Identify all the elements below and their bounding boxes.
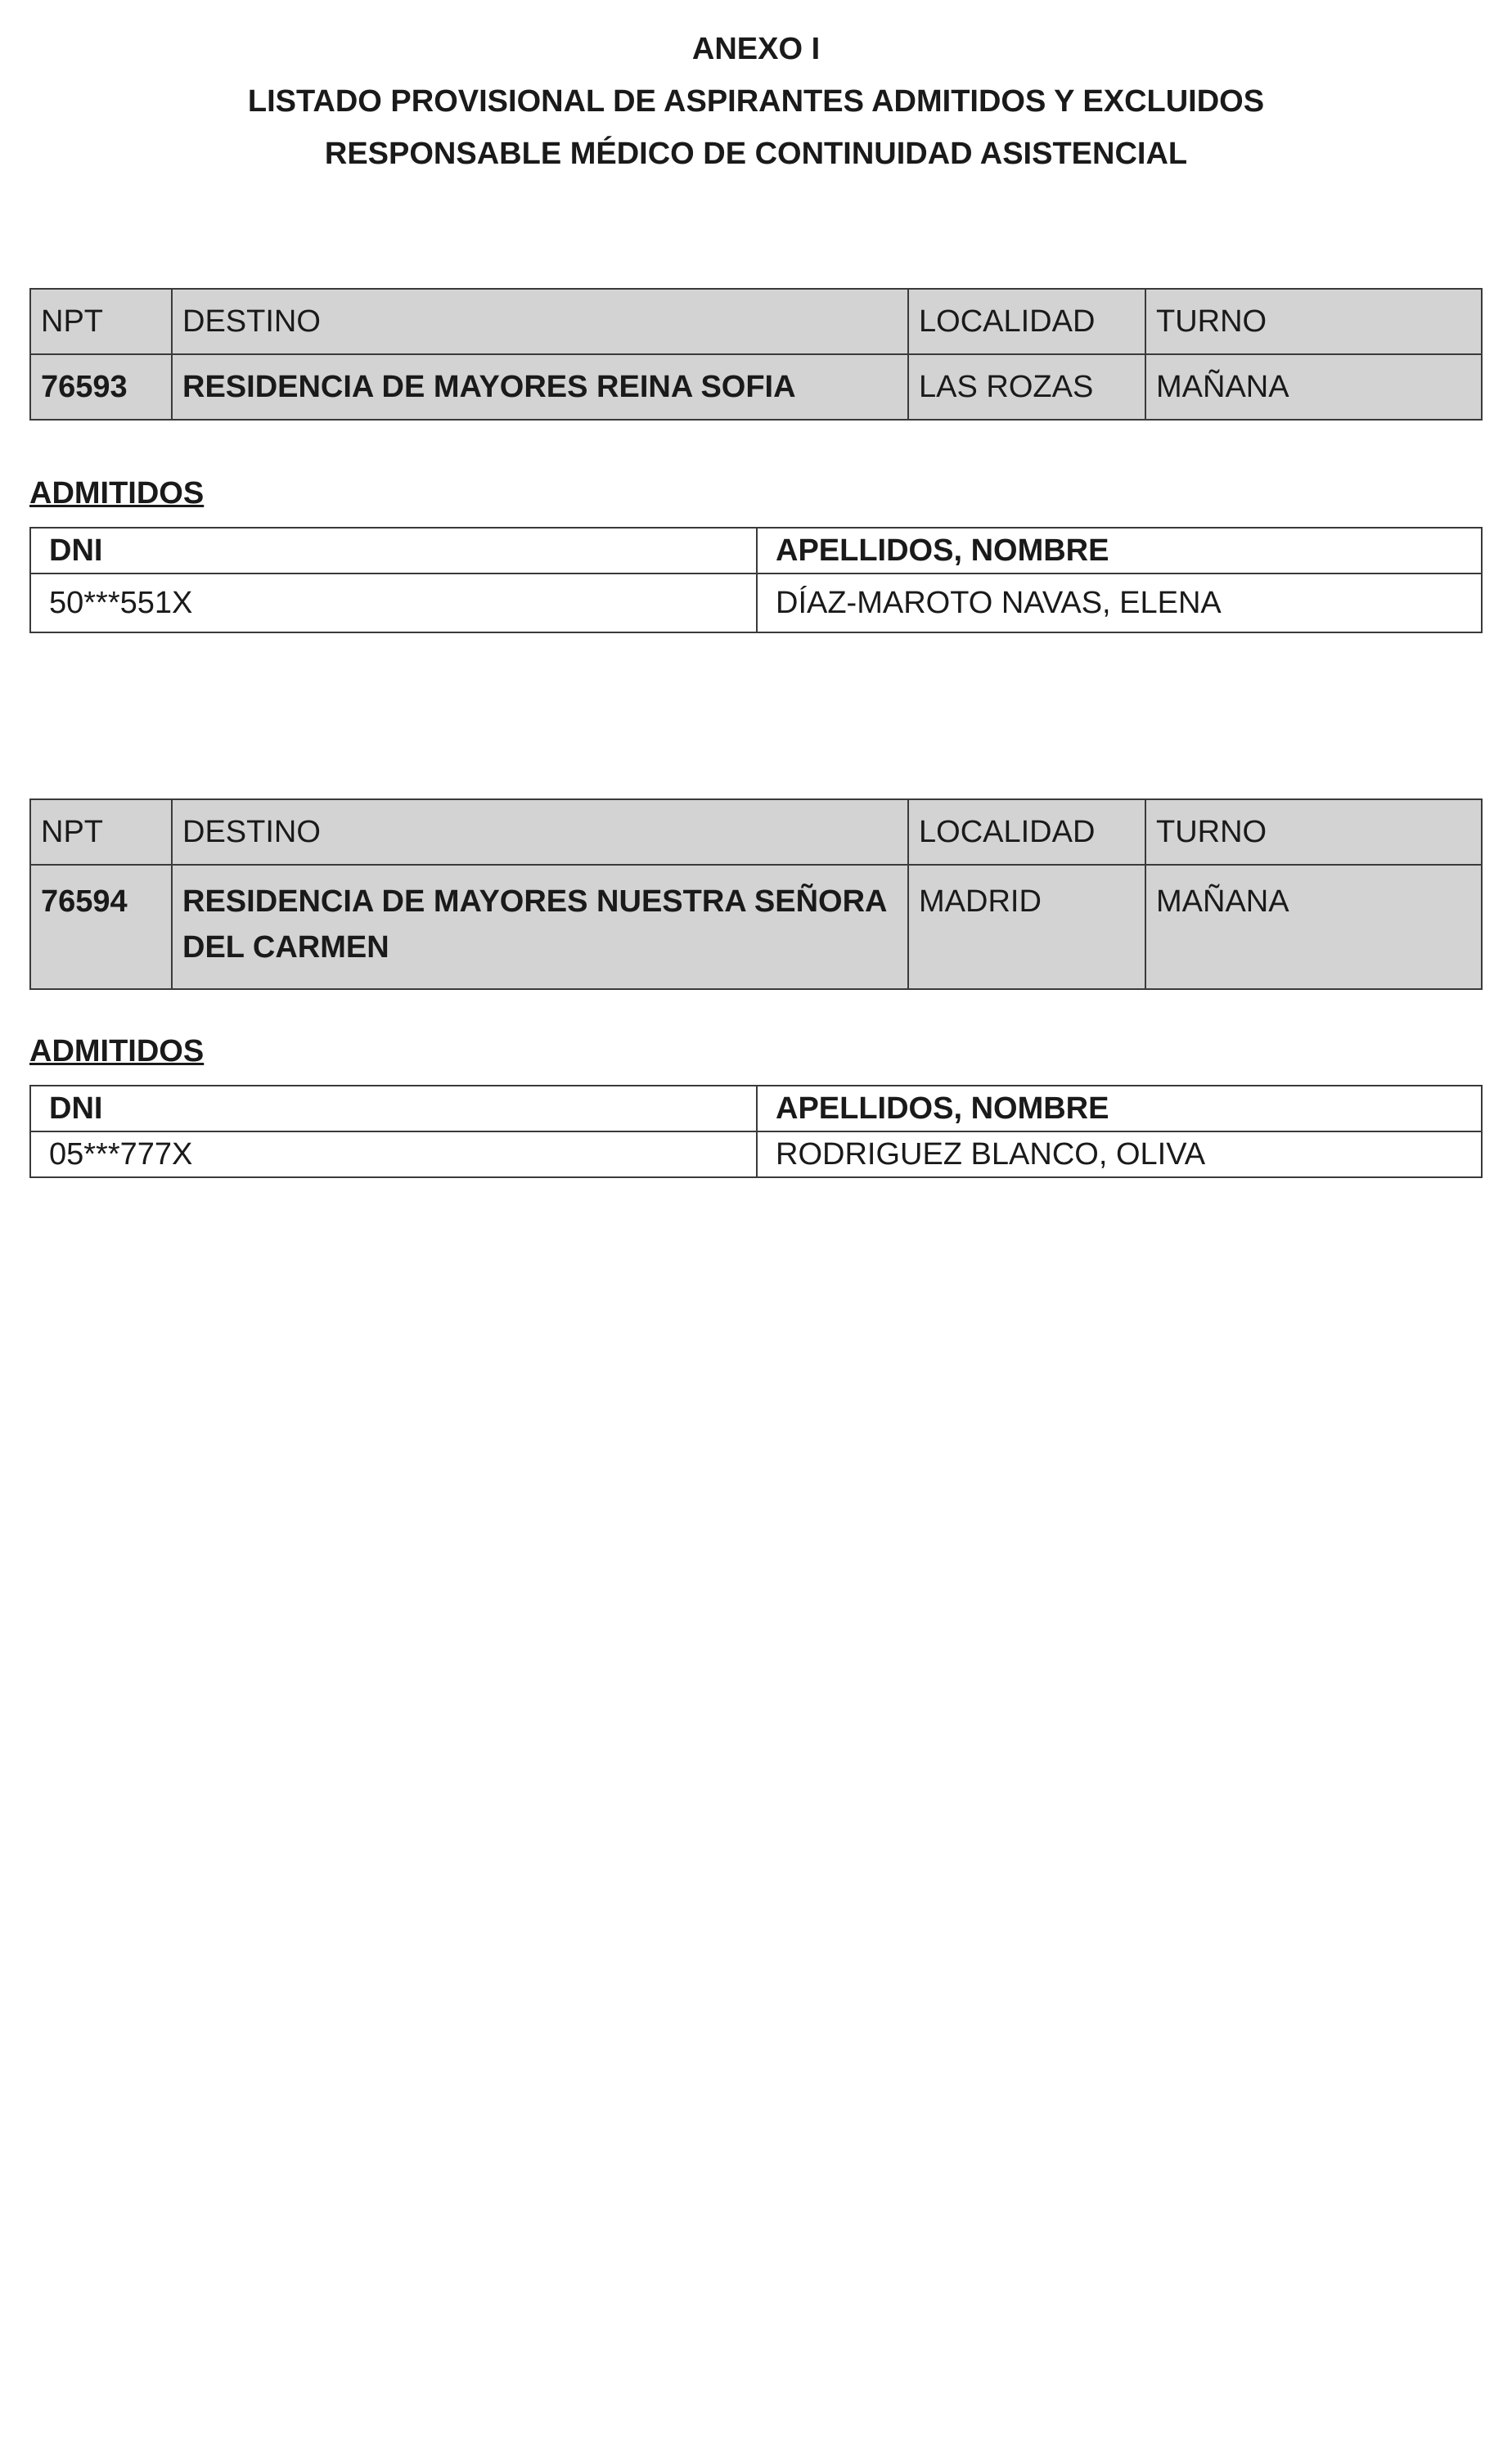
turno-value: MAÑANA [1145,354,1482,420]
admitted-table-2 [29,1085,1483,1178]
turno-value: MAÑANA [1145,865,1482,989]
position-row [30,865,1482,989]
npt-header: NPT [30,289,172,354]
position-row [30,354,1482,420]
destino-header: DESTINO [172,799,908,865]
admitted-row [30,574,1482,632]
position-table-2 [29,798,1483,990]
admitted-row [30,1131,1482,1177]
localidad-header: LOCALIDAD [908,799,1145,865]
admitidos-label-2: ADMITIDOS [29,1034,205,1068]
dni-value: 05***777X [30,1131,757,1177]
position-header-row [30,799,1482,865]
title-listing: LISTADO PROVISIONAL DE ASPIRANTES ADMITIDOS Y EXCLUIDOS [247,84,1265,119]
position-header-row [30,289,1482,354]
name-value: RODRIGUEZ BLANCO, OLIVA [757,1131,1482,1177]
destino-header: DESTINO [172,289,908,354]
document-title [0,23,1512,180]
dni-value: 50***551X [30,574,757,632]
admitted-header-row [30,528,1482,574]
localidad-value: MADRID [908,865,1145,989]
position-table-1 [29,288,1483,421]
dni-header: DNI [30,1086,757,1131]
localidad-header: LOCALIDAD [908,289,1145,354]
destino-value: RESIDENCIA DE MAYORES REINA SOFIA [172,354,908,420]
npt-value: 76594 [30,865,172,989]
title-position: RESPONSABLE MÉDICO DE CONTINUIDAD ASISTENCIAL [324,137,1188,171]
admitidos-label-1: ADMITIDOS [29,476,205,511]
turno-header: TURNO [1145,799,1482,865]
npt-header: NPT [30,799,172,865]
dni-header: DNI [30,528,757,574]
name-header: APELLIDOS, NOMBRE [757,1086,1482,1131]
admitted-table-1 [29,527,1483,633]
destino-value: RESIDENCIA DE MAYORES NUESTRA SEÑORA DEL CARMEN [172,865,908,989]
turno-header: TURNO [1145,289,1482,354]
title-annex: ANEXO I [691,32,821,66]
npt-value: 76593 [30,354,172,420]
name-header: APELLIDOS, NOMBRE [757,528,1482,574]
admitted-header-row [30,1086,1482,1131]
localidad-value: LAS ROZAS [908,354,1145,420]
name-value: DÍAZ-MAROTO NAVAS, ELENA [757,574,1482,632]
